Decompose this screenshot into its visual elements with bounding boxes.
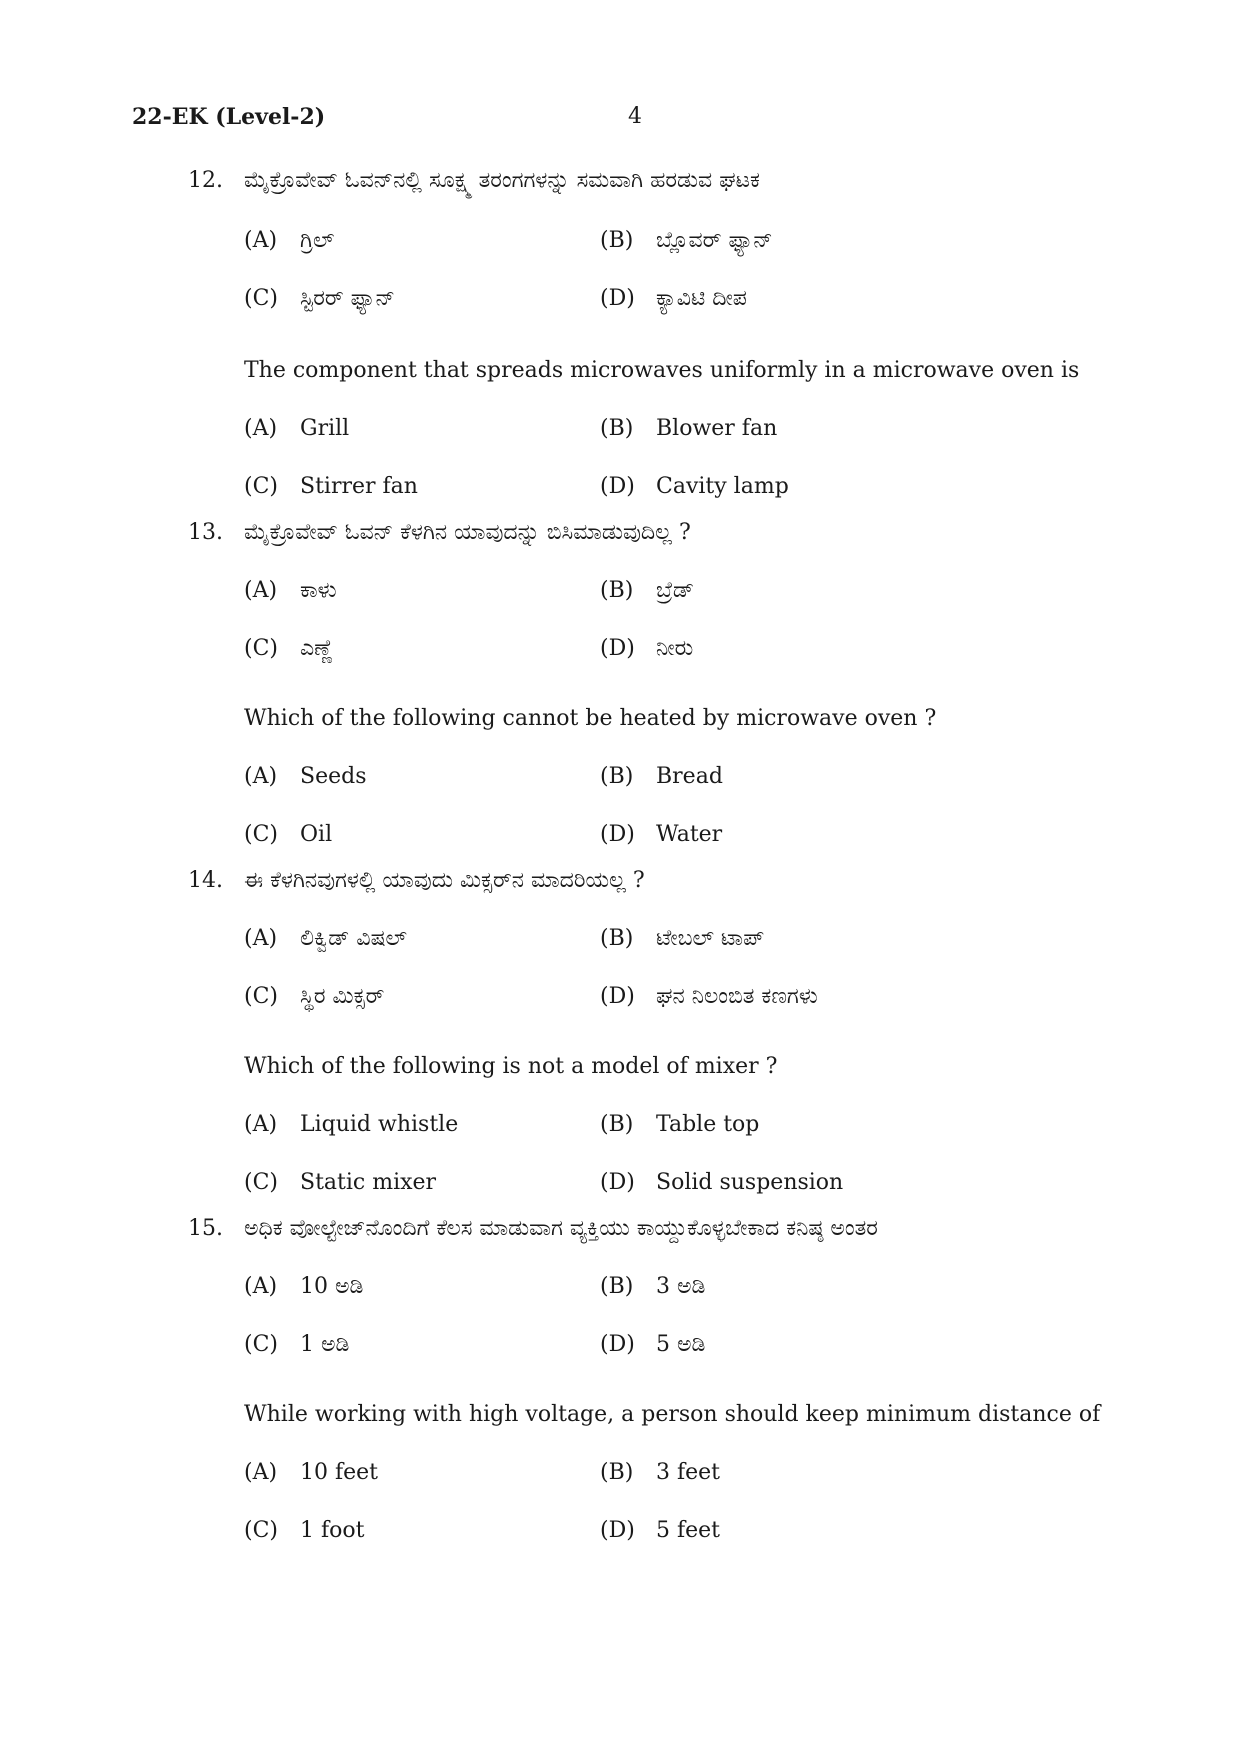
question-number: 14. (188, 868, 223, 893)
question-number: 15. (188, 1216, 223, 1241)
page-number: 4 (628, 104, 642, 129)
question-number: 12. (188, 168, 223, 193)
question-text-kannada: ಈ ಕೆಳಗಿನವುಗಳಲ್ಲಿ ಯಾವುದು ಮಿಕ್ಸರ್‌ನ ಮಾದರಿಯಲ್ಲ ? (244, 868, 645, 893)
question-text-english: The component that spreads microwaves uniformly in a microwave oven is (244, 358, 1080, 383)
question-text-kannada: ಮೈಕ್ರೊವೇವ್ ಓವನ್‌ನಲ್ಲಿ ಸೂಕ್ಷ್ಮ ತರಂಗಗಳನ್ನು ಸಮವಾಗಿ ಹರಡುವ ಘಟಕ (244, 168, 760, 193)
question-text-english: While working with high voltage, a person should keep minimum distance of (244, 1402, 1101, 1427)
question-text-english: Which of the following is not a model of mixer ? (244, 1054, 778, 1079)
question-text-kannada: ಮೈಕ್ರೊವೇವ್ ಓವನ್ ಕೆಳಗಿನ ಯಾವುದನ್ನು ಬಿಸಿಮಾಡುವುದಿಲ್ಲ ? (244, 520, 691, 545)
question-text-english: Which of the following cannot be heated by microwave oven ? (244, 706, 937, 731)
question-text-kannada: ಅಧಿಕ ವೋಲ್ಟೇಜ್‌ನೊಂದಿಗೆ ಕೆಲಸ ಮಾಡುವಾಗ ವ್ಯಕ್ತಿಯು ಕಾಯ್ದುಕೊಳ್ಳಬೇಕಾದ ಕನಿಷ್ಠ ಅಂತರ (244, 1216, 878, 1241)
paper-code: 22-EK (Level-2) (132, 104, 326, 130)
page-header (132, 104, 1132, 134)
question-number: 13. (188, 520, 223, 545)
